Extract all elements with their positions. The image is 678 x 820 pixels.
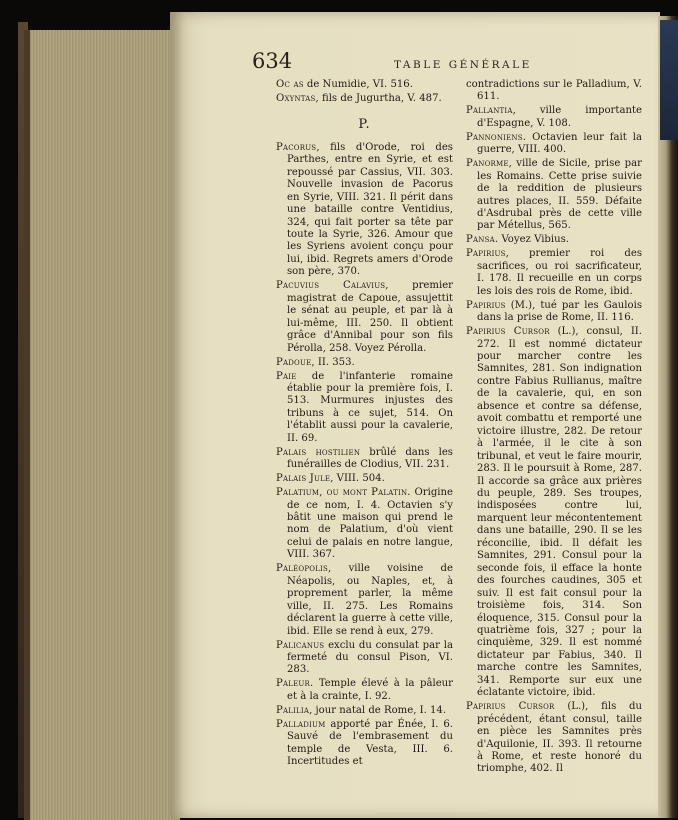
index-entry — [276, 371, 453, 446]
entry-keyword: Palladium — [276, 718, 326, 730]
entry-keyword: Pacorus — [276, 141, 317, 153]
entry-text: , fils d'Orode, roi des Parthes, entre en Syrie, et est repoussé par Cassius, VII. 303. Nouvelle invasion de Pacorus en Syrie, VIII. 321. Il périt dans une bataille contre Ventidius, 324, qui fait porter sa tête par toute la Syrie, 326. Amour que les Syriens avoient conçu pour lui, ibid. Regrets amers d'Orode son père, 370. — [287, 141, 453, 278]
entry-keyword: Panorme — [466, 158, 509, 170]
index-entry — [466, 300, 642, 325]
entry-keyword: Papirius — [466, 248, 506, 260]
entry-keyword: Paie — [276, 370, 297, 382]
entry-text: , VIII. 504. — [330, 473, 385, 485]
index-entry — [276, 705, 453, 717]
index-entry — [276, 473, 453, 485]
index-entry — [466, 132, 642, 157]
page-number: 634 — [252, 49, 293, 73]
entry-text: de l'infanterie romaine établie pour la première fois, I. 513. Murmures injustes des tribuns à ce sujet, 514. On l'établit aussi pour la cavalerie, II. 69. — [287, 370, 453, 444]
index-entry — [276, 447, 453, 472]
entry-keyword: Palatium, ou mont Palatin. — [276, 487, 411, 499]
entry-keyword: Pallantia — [466, 105, 513, 117]
index-entry — [276, 719, 453, 769]
entry-text: , ville importante d'Espagne, V. 108. — [477, 105, 642, 129]
index-entry — [276, 79, 453, 91]
page-block-edge — [24, 30, 180, 820]
entry-text: (L.), fils du précédent, étant consul, taille en pièce les Samnites près d'Aquilonie, II. 393. Il retourne à Rome, et reste honoré du triomphe, 402. Il — [477, 701, 642, 775]
entry-keyword: Oxyntas — [276, 92, 316, 104]
entry-text: , premier magistrat de Capoue, assujettit le sénat au peuple, et par là à lui-même, III. 250. Il obtient grâce d'Annibal pour son fils Pérolla, 258. Voyez Pérolla. — [287, 280, 453, 354]
entry-keyword: Palicanus — [276, 639, 325, 651]
index-entry — [466, 326, 642, 700]
entry-text: Origine de ce nom, I. 4. Octavien s'y bâtit une maison qui prend le nom de Palatium, d'où vient celui de palais en notre langue, VIII. 367. — [287, 487, 453, 561]
entry-keyword: Pansa. — [466, 234, 499, 246]
entry-keyword: Papirius Cursor — [466, 326, 550, 338]
index-entry — [466, 79, 642, 104]
entry-text: exclu du consulat par la fermeté du consul Pison, VI. 283. — [287, 639, 453, 676]
running-title: TABLE GÉNÉRALE — [394, 59, 532, 71]
page-header — [252, 49, 652, 79]
entry-keyword: Paleur. — [276, 678, 314, 690]
entry-text: apporté par Énée, I. 6. Sauvé de l'embrasement du temple de Vesta, III. 6. Incertitudes et — [287, 718, 453, 768]
entry-keyword: Palais hostilien — [276, 446, 361, 458]
entry-text: , fils de Jugurtha, V. 487. — [315, 92, 442, 104]
index-entry — [276, 357, 453, 369]
entry-keyword: Padoue — [276, 356, 312, 368]
entry-text: brûlé dans les funérailles de Clodius, VII. 231. — [287, 446, 453, 471]
entry-text: , premier roi des sacrifices, ou roi sacrificateur, I. 178. Il recueille en un corps les lois des rois de Rome, ibid. — [477, 248, 642, 297]
index-entry — [276, 142, 453, 279]
entry-text: Temple élevé à la pâleur et à la crainte, I. 92. — [287, 678, 453, 702]
entry-keyword: Oc as — [276, 79, 304, 90]
bookmark-ribbon — [660, 20, 678, 140]
right-column — [466, 79, 642, 777]
entry-keyword: Palilia — [276, 704, 310, 716]
index-entry — [276, 93, 453, 105]
entry-keyword: Paléopolis — [276, 563, 329, 575]
index-entry — [466, 234, 642, 246]
entry-text: de Numidie, VI. 516. — [303, 79, 413, 90]
left-column — [276, 79, 453, 770]
entry-text: , ville voisine de Néapolis, ou Naples, et, à proprement parler, la même ville, II. 275. Les Romains déclarent la guerre à cette ville, ibid. Elle se rend à eux, 279. — [287, 563, 453, 637]
index-entry — [276, 640, 453, 677]
entry-keyword: Papirius Cursor — [466, 701, 555, 713]
entry-text: Octavien leur fait la guerre, VIII. 400. — [477, 131, 642, 156]
index-entry — [466, 105, 642, 130]
entry-keyword: Pacuvius Calavius — [276, 280, 386, 292]
entry-keyword: Pannoniens. — [466, 131, 527, 143]
index-entry — [466, 158, 642, 233]
index-entry — [276, 563, 453, 638]
entry-text: , II. 353. — [311, 356, 355, 368]
index-entry — [276, 280, 453, 355]
entry-text: Voyez Vibius. — [498, 234, 570, 246]
entry-text: contradictions sur le Palladium, V. 611. — [466, 79, 642, 103]
index-entry — [466, 248, 642, 298]
entry-keyword: Papirius — [466, 299, 506, 311]
entry-keyword: Palais Jule — [276, 473, 331, 485]
index-entry — [276, 678, 453, 703]
entry-text: (L.), consul, II. 272. Il est nommé dictateur pour marcher contre les Samnites, 281. Son indignation contre Fabius Rullianus, maître de la cavalerie, qui, en son absence et contre sa défense, avoit combattu et remporté une victoire illustre, 282. De retour à l'armée, il le cite à son tribunal, et veut le faire mourir, 283. Il le poursuit à Rome, 287. Il accorde sa grâce aux prières du peuple, 289. Ses troupes, indisposées contre lui, marquent leur mécontentement dans une bataille, 290. Il se les réconcilie, ibid. Il défait les Samnites, 291. Consul pour la seconde fois, il efface la honte des fourches caudines, 305 et suiv. Il est fait consul pour la troisième fois, 314. Son éloquence, 315. Consul pour la quatrième fois, 327 ; pour la cinquième, 329. Il est nommé dictateur par Fabius, 340. Il marche contre les Samnites, 341. Remporte sur eux une éclatante victoire, ibid. — [477, 326, 642, 699]
index-entry — [276, 487, 453, 562]
entry-text: (M.), tué par les Gaulois dans la prise de Rome, II. 116. — [477, 299, 642, 324]
section-letter: P. — [358, 117, 371, 133]
entry-text: , ville de Sicile, prise par les Romains. Cette prise suivie de la reddition de plusieurs autres places, II. 559. Défaite d'Asdrubal près de cette ville par Métellus, 565. — [477, 158, 642, 232]
index-entry — [466, 701, 642, 776]
entry-text: , jour natal de Rome, I. 14. — [309, 704, 447, 716]
